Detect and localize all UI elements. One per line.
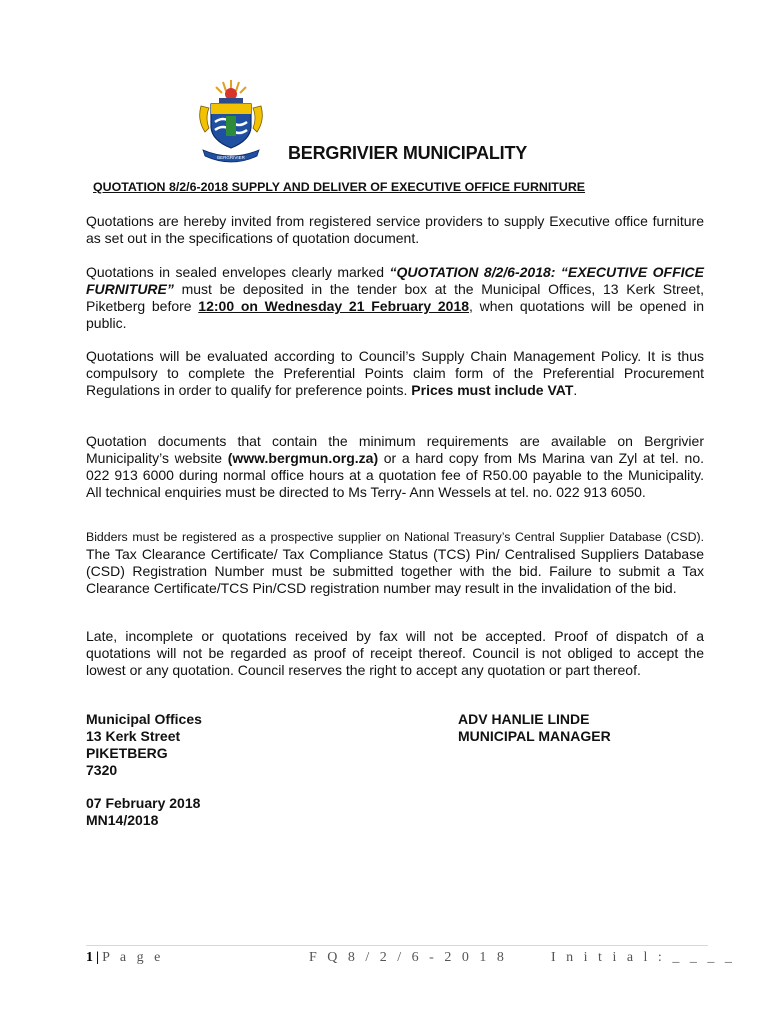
closing-deadline: 12:00 on Wednesday 21 February 2018 bbox=[198, 298, 470, 314]
paragraph-conditions: Late, incomplete or quotations received by fax will not be accepted. Proof of dispatch of a quotations will not be regarded as proof of receipt thereof. Council is not obliged to accept the lowest or any quotation. Council reserves the right to accept any quotation or part thereof. bbox=[86, 628, 704, 678]
footer-reference: F Q 8 / 2 / 6 - 2 0 1 8 bbox=[309, 950, 508, 965]
paragraph-evaluation: Quotations will be evaluated according to Council’s Supply Chain Management Policy. It is thus compulsory to complete the Preferential Points claim form of the Preferential Procurement Regulations in order to qualify for preference points. Prices must include VAT. bbox=[86, 348, 704, 398]
signatory-title: MUNICIPAL MANAGER bbox=[458, 728, 611, 744]
notice-reference: MN14/2018 bbox=[86, 812, 159, 828]
organisation-name: BERGRIVIER MUNICIPALITY bbox=[288, 143, 528, 163]
footer-initial: I n i t i a l : _ _ _ _ bbox=[551, 950, 736, 965]
notice-date: 07 February 2018 bbox=[86, 795, 201, 811]
footer-page-number: 1 | P a g e bbox=[86, 950, 164, 965]
notice-date-ref bbox=[86, 795, 200, 829]
office-address: Municipal Offices 13 Kerk Street PIKETBERG 7320 bbox=[86, 711, 202, 778]
paragraph-registration: Bidders must be registered as a prospective supplier on National Treasury’s Central Supplier Database (CSD). The Tax Clearance Certificate/ Tax Compliance Status (TCS) Pin/ Centralised Suppliers Database (CSD) Registration Number must be submitted together with the bid. Failure to submit a Tax Clearance Certificate/TCS Pin/CSD registration number may result in the invalidation of the bid. bbox=[86, 530, 704, 596]
website-link[interactable]: (www.bergmun.org.za) bbox=[227, 450, 379, 466]
paragraph-documents: Quotation documents that contain the minimum requirements are available on Bergrivier Municipality’s website (www.bergmun.org.za) or a hard copy from Ms Marina van Zyl at tel. no. 022 913 6000 during normal office hours at a quotation fee of R50.00 payable to the Municipality. All technical enquiries must be directed to Ms Terry- Ann Wessels at tel. no. 022 913 6050. bbox=[86, 433, 704, 500]
signatory-name: ADV HANLIE LINDE bbox=[458, 711, 590, 727]
paragraph-invitation: Quotations are hereby invited from registered service providers to supply Executive office furniture as set out in the specifications of quotation document. bbox=[86, 213, 704, 246]
quotation-subject: QUOTATION 8/2/6-2018 SUPPLY AND DELIVER OF EXECUTIVE OFFICE FURNITURE bbox=[93, 180, 586, 194]
paragraph-submission: Quotations in sealed envelopes clearly marked “QUOTATION 8/2/6-2018: “EXECUTIVE OFFICE FURNITURE” must be deposited in the tender box at the Municipal Offices, 13 Kerk Street, Piketberg before 12:00 on Wednesday 21 February 2018, when quotations will be opened in public. bbox=[86, 264, 704, 331]
vat-notice: Prices must include VAT bbox=[411, 382, 574, 398]
signatory-block bbox=[458, 711, 611, 745]
svg-text:BERGRIVIER: BERGRIVIER bbox=[217, 155, 245, 160]
quotation-marking: “QUOTATION 8/2/6-2018: “EXECUTIVE OFFICE FURNITURE” bbox=[86, 264, 704, 297]
municipal-coat-of-arms-icon bbox=[193, 76, 269, 164]
footer-divider bbox=[86, 945, 708, 946]
